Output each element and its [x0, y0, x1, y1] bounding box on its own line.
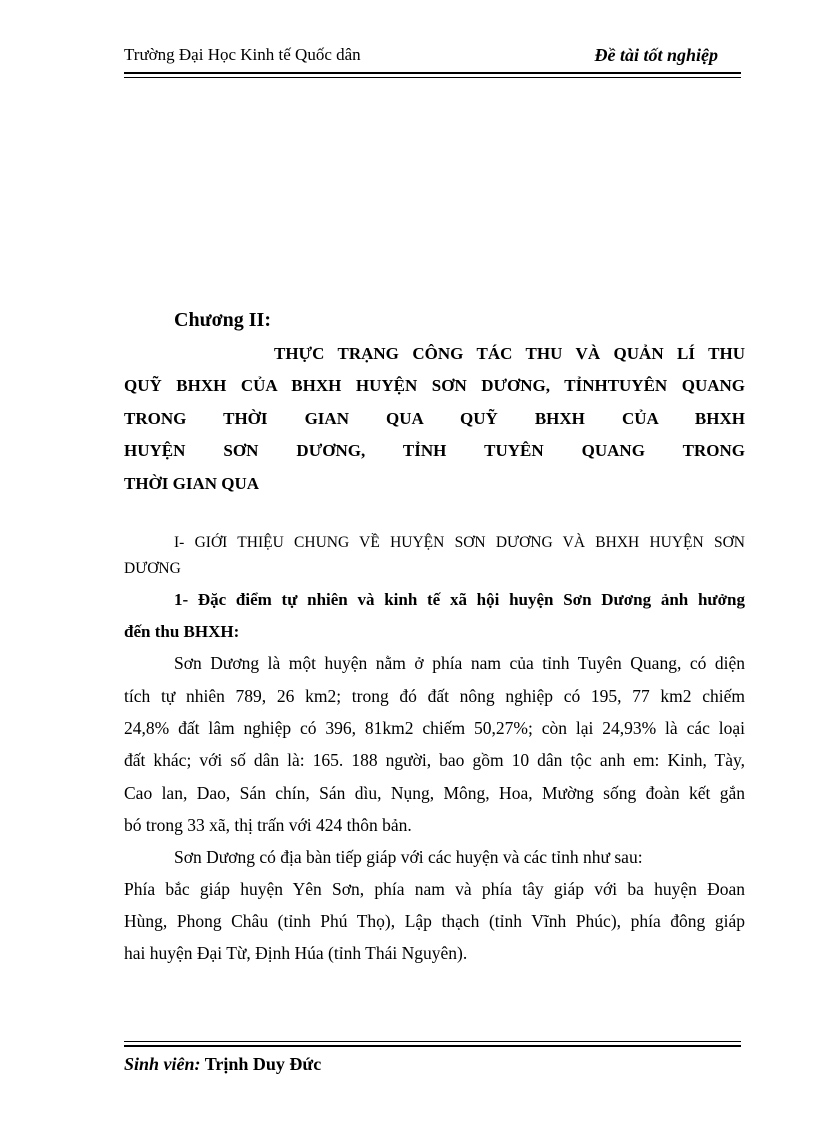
- header-thesis-label: Đề tài tốt nghiệp: [594, 45, 718, 65]
- footer-rule-bottom: [124, 1045, 741, 1047]
- chapter-title-line-3: TRONG THỜI GIAN QUA QUỸ BHXH CỦA BHXH: [124, 409, 745, 428]
- header-rule-bottom: [124, 77, 741, 78]
- paragraph-2-line-4: hai huyện Đại Từ, Định Húa (tỉnh Thái Nguyên).: [124, 943, 468, 963]
- footer-rule-top: [124, 1041, 741, 1042]
- subsection-heading-line-2: đến thu BHXH:: [124, 622, 240, 641]
- footer-student: [124, 1054, 321, 1075]
- chapter-title-line-4: HUYỆN SƠN DƯƠNG, TỈNH TUYÊN QUANG TRONG: [124, 441, 745, 460]
- chapter-label: Chương II:: [174, 309, 271, 331]
- section-heading-line-1: I- GIỚI THIỆU CHUNG VỀ HUYỆN SƠN DƯƠNG VÀ BHXH HUYỆN SƠN: [174, 534, 745, 551]
- paragraph-1-line-2: tích tự nhiên 789, 26 km2; trong đó đất nông nghiệp có 195, 77 km2 chiếm: [124, 686, 745, 706]
- chapter-title-line-5: THỜI GIAN QUA: [124, 474, 260, 493]
- footer-student-name: Trịnh Duy Đức: [204, 1054, 322, 1074]
- paragraph-1-line-1: Sơn Dương là một huyện nằm ở phía nam của tỉnh Tuyên Quang, có diện: [174, 653, 745, 673]
- header-school-name: Trường Đại Học Kinh tế Quốc dân: [124, 45, 361, 64]
- paragraph-2-line-2: Phía bắc giáp huyện Yên Sơn, phía nam và phía tây giáp với ba huyện Đoan: [124, 879, 745, 899]
- section-heading-line-2: DƯƠNG: [124, 560, 181, 577]
- subsection-heading-line-1: 1- Đặc điểm tự nhiên và kinh tế xã hội huyện Sơn Dương ảnh hưởng: [174, 590, 745, 609]
- paragraph-1-line-4: đất khác; với số dân là: 165. 188 người, bao gồm 10 dân tộc anh em: Kinh, Tày,: [124, 750, 745, 770]
- paragraph-1-line-3: 24,8% đất lâm nghiệp có 396, 81km2 chiếm 50,27%; còn lại 24,93% là các loại: [124, 718, 745, 738]
- paragraph-2-line-1: Sơn Dương có địa bàn tiếp giáp với các huyện và các tỉnh như sau:: [174, 847, 643, 867]
- header-rule-top: [124, 72, 741, 74]
- chapter-title-line-2: QUỸ BHXH CỦA BHXH HUYỆN SƠN DƯƠNG, TỈNHTUYÊN QUANG: [124, 376, 745, 395]
- paragraph-2-line-3: Hùng, Phong Châu (tỉnh Phú Thọ), Lập thạch (tỉnh Vĩnh Phúc), phía đông giáp: [124, 911, 745, 931]
- footer-student-role: Sinh viên:: [124, 1054, 201, 1074]
- chapter-title-line-1: THỰC TRẠNG CÔNG TÁC THU VÀ QUẢN LÍ THU: [274, 344, 745, 363]
- paragraph-1-line-6: bó trong 33 xã, thị trấn với 424 thôn bản.: [124, 815, 412, 835]
- paragraph-1-line-5: Cao lan, Dao, Sán chín, Sán dìu, Nụng, Mông, Hoa, Mường sống đoàn kết gắn: [124, 783, 745, 803]
